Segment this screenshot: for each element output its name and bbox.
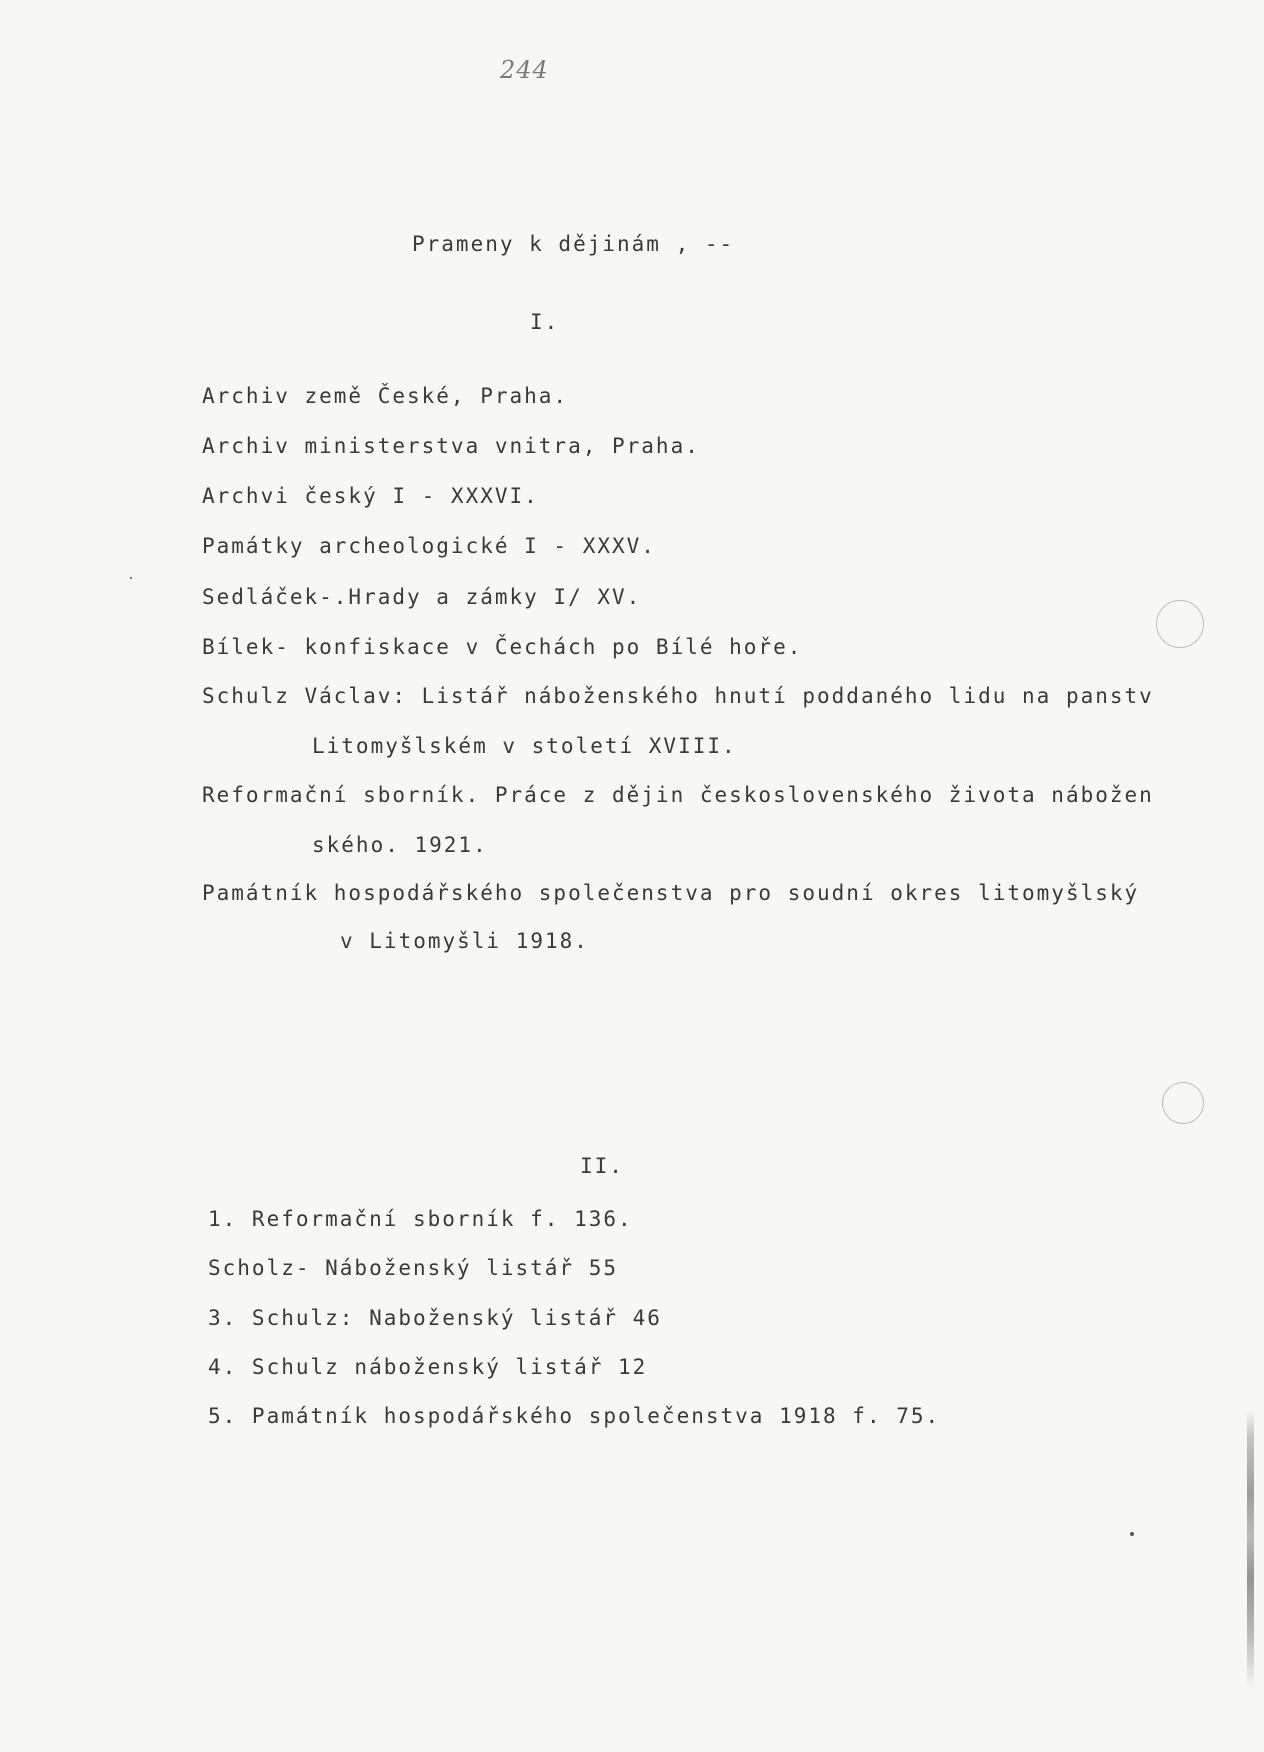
source-entry: Památník hospodářského společenstva pro soudní okres litomyšlský [202, 881, 1140, 905]
paper-speck [1130, 1532, 1134, 1536]
reference-entry: 3. Schulz: Naboženský listář 46 [208, 1306, 662, 1330]
paper-mark [1162, 1082, 1204, 1124]
document-title: Prameny k dějinám , -- [412, 232, 735, 256]
source-entry-continuation: v Litomyšli 1918. [340, 929, 589, 953]
section-one-heading: I. [530, 310, 560, 334]
source-entry: Památky archeologické I - XXXV. [202, 534, 656, 558]
reference-entry: 4. Schulz náboženský listář 12 [208, 1355, 648, 1379]
paper-edge-mark [1247, 1410, 1254, 1690]
source-entry: Sedláček-.Hrady a zámky I/ XV. [202, 585, 642, 609]
source-entry: Archiv ministerstva vnitra, Praha. [202, 434, 700, 458]
reference-entry: 1. Reformační sborník f. 136. [208, 1207, 633, 1231]
source-entry-continuation: Litomyšlském v století XVIII. [312, 734, 737, 758]
source-entry: Bílek- konfiskace v Čechách po Bílé hoře. [202, 635, 803, 659]
source-entry: Archvi český I - XXXVI. [202, 484, 539, 508]
reference-entry: Scholz- Náboženský listář 55 [208, 1256, 619, 1280]
page-number: 244 [500, 56, 549, 84]
source-entry: Schulz Václav: Listář náboženského hnutí poddaného lidu na panstv [202, 684, 1154, 708]
paper-speck [130, 577, 132, 579]
source-entry-continuation: ského. 1921. [312, 833, 488, 857]
reference-entry: 5. Památník hospodářského společenstva 1918 f. 75. [208, 1404, 941, 1428]
paper-mark [1156, 600, 1204, 648]
section-two-heading: II. [580, 1154, 624, 1178]
source-entry: Archiv země České, Praha. [202, 384, 569, 408]
source-entry: Reformační sborník. Práce z dějin československého života nábožen [202, 783, 1154, 807]
